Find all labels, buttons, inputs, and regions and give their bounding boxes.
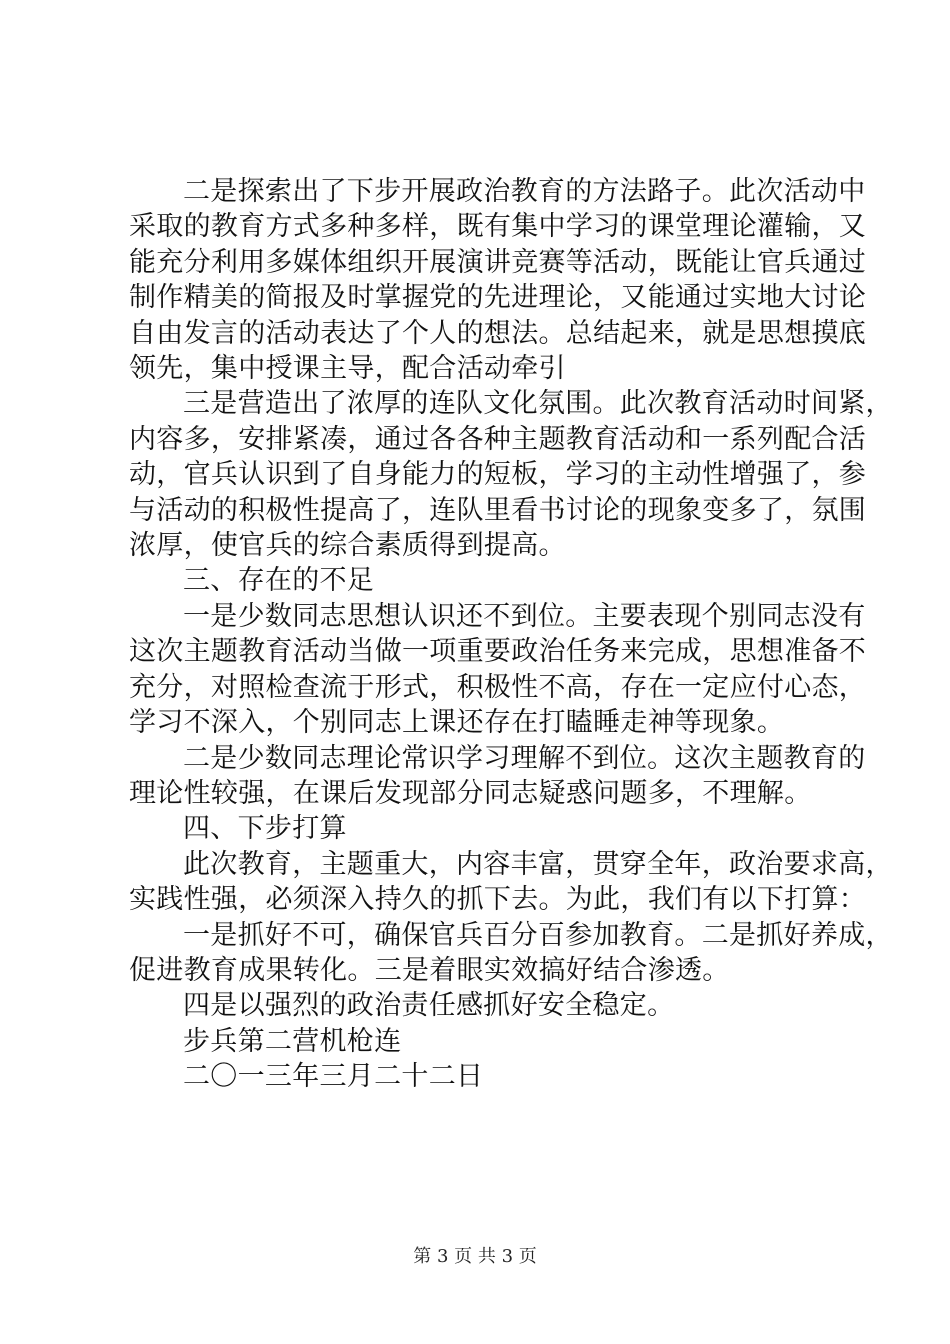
body-line: 二是少数同志理论常识学习理解不到位。这次主题教育的 [183,742,866,774]
body-line: 充分，对照检查流于形式，积极性不高，存在一定应付心态， [129,671,867,703]
body-line: 三是营造出了浓厚的连队文化氛围。此次教育活动时间紧， [183,388,893,420]
body-line: 自由发言的活动表达了个人的想法。总结起来，就是思想摸底 [129,317,867,349]
section-heading: 四、下步打算 [183,813,347,845]
body-line: 领先，集中授课主导，配合活动牵引 [129,353,566,385]
body-line: 二是探索出了下步开展政治教育的方法路子。此次活动中 [183,176,866,207]
body-line: 能充分利用多媒体组织开展演讲竞赛等活动，既能让官兵通过 [129,246,867,278]
body-line: 促进教育成果转化。三是着眼实效搞好结合渗透。 [129,954,730,986]
body-line: 制作精美的简报及时掌握党的先进理论，又能通过实地大讨论 [129,282,867,314]
section-heading: 三、存在的不足 [183,565,375,597]
signature-date: 二〇一三年三月二十二日 [183,1061,484,1093]
body-line: 理论性较强，在课后发现部分同志疑惑问题多，不理解。 [129,777,812,809]
body-line: 学习不深入，个别同志上课还存在打瞌睡走神等现象。 [129,707,785,739]
body-line: 与活动的积极性提高了，连队里看书讨论的现象变多了，氛围 [129,494,867,526]
body-line: 采取的教育方式多种多样，既有集中学习的课堂理论灌输，又 [129,211,867,243]
body-line: 此次教育，主题重大，内容丰富，贯穿全年，政治要求高， [183,848,893,880]
page-number-footer: 第 3 页 共 3 页 [413,1246,537,1267]
signature-unit: 步兵第二营机枪连 [183,1025,402,1057]
body-line: 动，官兵认识到了自身能力的短板，学习的主动性增强了，参 [129,459,867,491]
body-line: 内容多，安排紧凑，通过各各种主题教育活动和一系列配合活 [129,423,867,455]
body-line: 这次主题教育活动当做一项重要政治任务来完成，思想准备不 [129,636,867,668]
body-line: 一是抓好不可，确保官兵百分百参加教育。二是抓好养成， [183,919,893,951]
body-line: 浓厚，使官兵的综合素质得到提高。 [129,530,566,562]
document-body [129,174,893,1095]
body-line: 实践性强，必须深入持久的抓下去。为此，我们有以下打算： [129,884,867,916]
body-line: 一是少数同志思想认识还不到位。主要表现个别同志没有 [183,600,866,632]
body-line: 四是以强烈的政治责任感抓好安全稳定。 [183,990,675,1022]
